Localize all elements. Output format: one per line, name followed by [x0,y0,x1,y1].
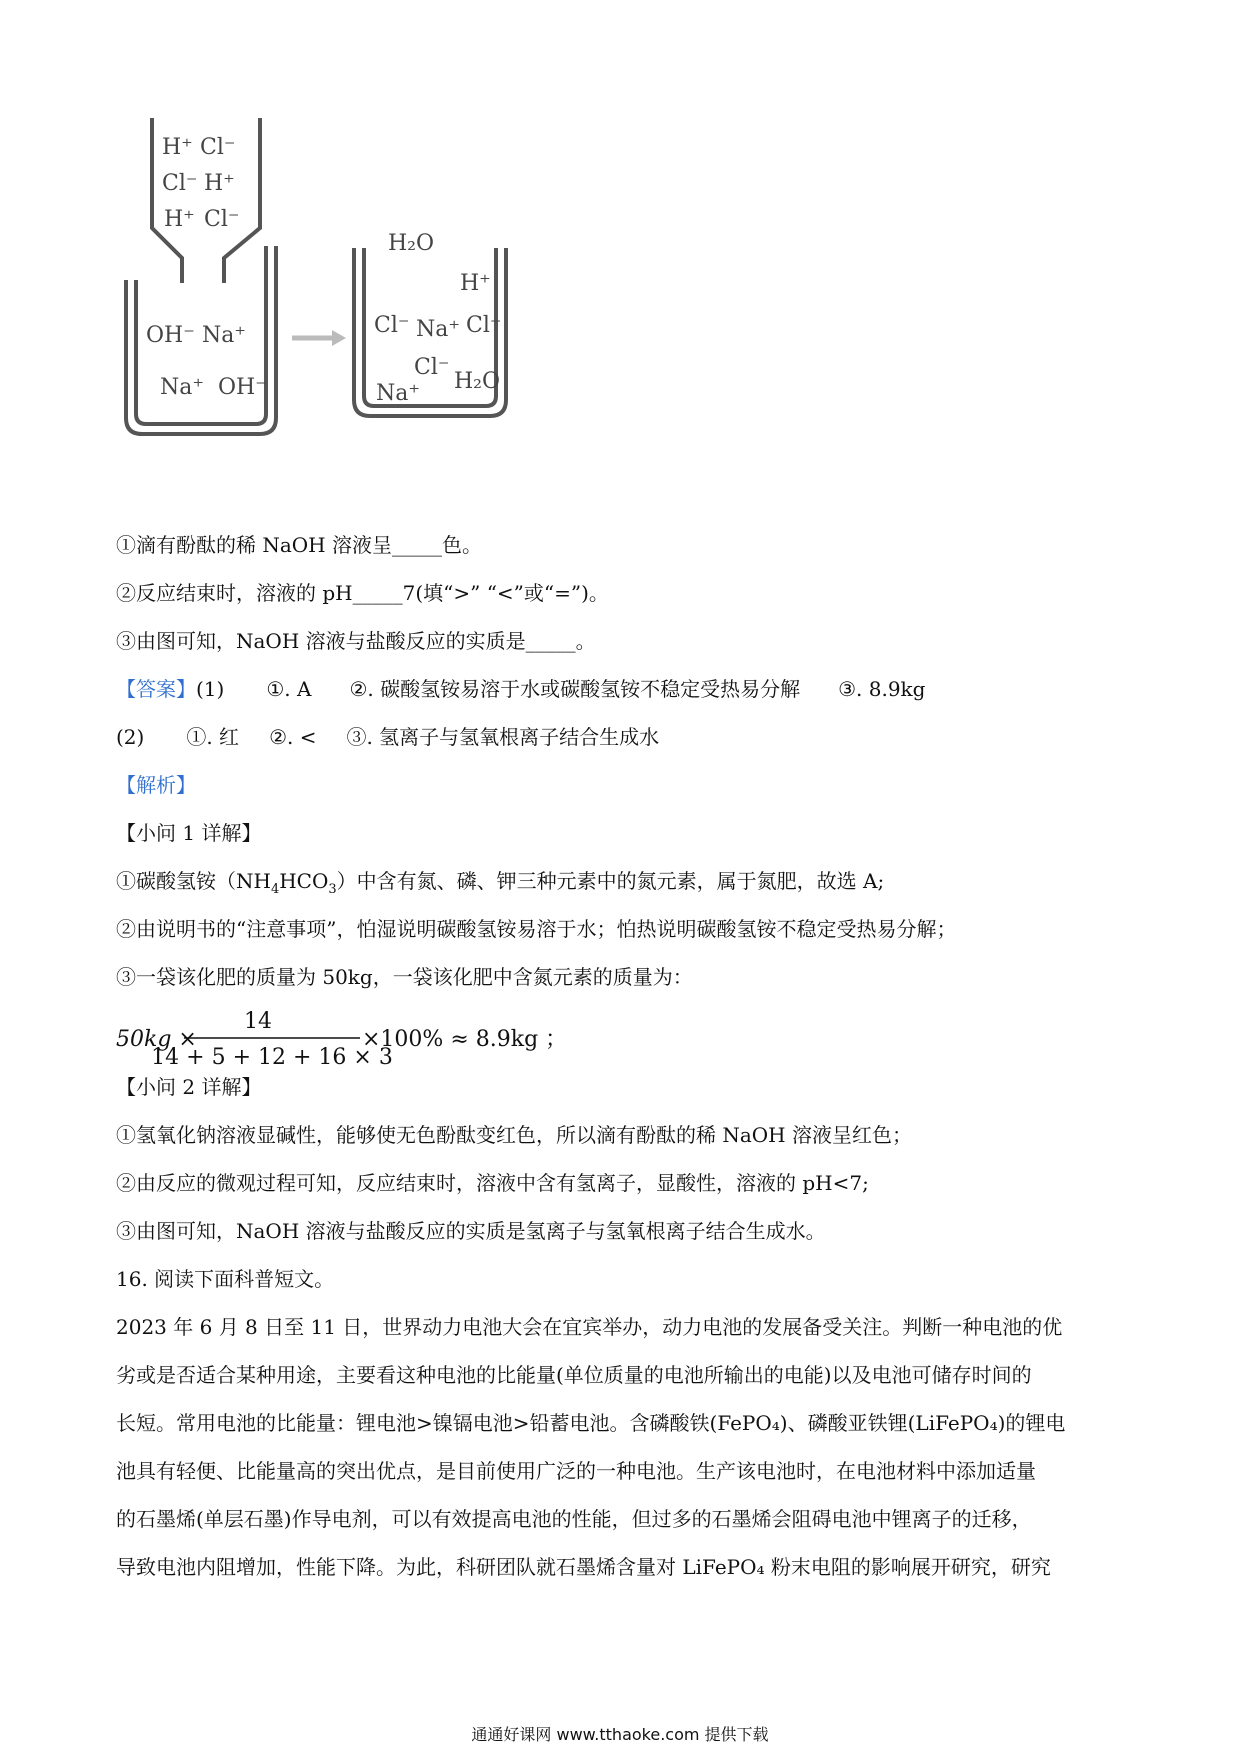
text-segment: ①碳酸氢铵（NH [116,869,271,893]
q16-para-line: 劣或是否适合某种用途，主要看这种电池的比能量(单位质量的电池所输出的电能)以及电池可储存时间的 [116,1363,1032,1387]
left-beaker-ion: OH⁻ [218,375,267,400]
formula-left: 50kg × [116,1027,197,1052]
subscript: 4 [270,882,280,897]
question-3: ③由图可知，NaOH 溶液与盐酸反应的实质是_____。 [116,629,596,653]
answer-a2: ②. 碳酸氢铵易溶于水或碳酸氢铵不稳定受热易分解 [349,677,801,701]
answer-a1: ①. A [266,677,312,701]
q16-para-line: 2023 年 6 月 8 日至 11 日，世界动力电池大会在宜宾举办，动力电池的发展备受关注。判断一种电池的优 [116,1315,1063,1339]
answer-line-1 [116,674,925,704]
dropper-ion: H⁺ [164,207,195,232]
left-beaker-ion: Na⁺ [202,323,246,348]
dropper-ion: Cl⁻ [204,207,240,232]
dropper-ion: Cl⁻ [200,135,236,160]
right-beaker-ion: H⁺ [460,271,491,296]
analysis-2-line-3: ③由图可知，NaOH 溶液与盐酸反应的实质是氢离子与氢氧根离子结合生成水。 [116,1219,826,1243]
formula-right: ×100% ≈ 8.9kg ； [362,1027,568,1052]
subscript: 3 [328,882,337,897]
dropper-ion: H⁺ [204,171,235,196]
page-footer: 通通好课网 www.tthaoke.com 提供下载 [471,1725,769,1744]
q16-title: 16. 阅读下面科普短文。 [116,1267,335,1291]
answer-a3: ③. 8.9kg [838,677,926,701]
dropper-ion: H⁺ [162,135,193,160]
analysis-2-line-2: ②由反应的微观过程可知，反应结束时，溶液中含有氢离子，显酸性，溶液的 pH<7; [116,1171,869,1195]
right-beaker-ion: Cl⁻ [466,313,502,338]
right-beaker-ion: Na⁺ [416,317,460,342]
mass-formula [116,1008,576,1068]
analysis-1-line-2: ②由说明书的“注意事项”，怕湿说明碳酸氢铵易溶于水；怕热说明碳酸氢铵不稳定受热易分解； [116,917,957,941]
right-beaker-ion: H₂O [388,231,435,256]
question-2: ②反应结束时，溶液的 pH_____7(填“>” “<”或“=”)。 [116,581,609,605]
answer-b1: ①. 红 [186,725,240,749]
analysis-1-line-3: ③一袋该化肥的质量为 50kg，一袋该化肥中含氮元素的质量为： [116,965,693,989]
answer-tag: 【答案】 [116,677,196,701]
answer-b3: ③. 氢离子与氢氧根离子结合生成水 [346,725,660,749]
arrow [292,330,346,346]
q16-para-line: 的石墨烯(单层石墨)作导电剂，可以有效提高电池的性能，但过多的石墨烯会阻碍电池中锂离子的迁移， [116,1507,1032,1531]
sub1-title: 【小问 1 详解】 [116,821,262,845]
question-1: ①滴有酚酞的稀 NaOH 溶液呈_____色。 [116,533,482,557]
analysis-2-line-1: ①氢氧化钠溶液显碱性，能够使无色酚酞变红色，所以滴有酚酞的稀 NaOH 溶液呈红色； [116,1123,912,1147]
answer-b2: ②. < [269,725,317,749]
analysis-1-line-1 [116,866,884,905]
analysis-tag: 【解析】 [116,773,196,797]
dropper-ion: Cl⁻ [162,171,198,196]
right-beaker-ion: H₂O [454,369,501,394]
text-segment: ）中含有氮、磷、钾三种元素中的氮元素，属于氮肥，故选 A; [336,869,885,893]
q16-para-line: 长短。常用电池的比能量：锂电池>镍镉电池>铅蓄电池。含磷酸铁(FePO₄)、磷酸亚铁锂(LiFePO₄)的锂电 [116,1411,1066,1435]
right-beaker-ion: Na⁺ [376,381,420,406]
left-beaker-ion: OH⁻ [146,323,195,348]
neutralization-diagram [120,118,600,498]
q16-para-line: 池具有轻便、比能量高的突出优点，是目前使用广泛的一种电池。生产该电池时，在电池材料中添加适量 [116,1459,1036,1483]
answer-part2-num: (2) [116,725,145,749]
formula-numerator: 14 [244,1009,272,1034]
sub2-title: 【小问 2 详解】 [116,1075,262,1099]
formula-denominator: 14 + 5 + 12 + 16 × 3 [151,1045,393,1068]
right-beaker-ion: Cl⁻ [374,313,410,338]
q16-para-line: 导致电池内阻增加，性能下降。为此，科研团队就石墨烯含量对 LiFePO₄ 粉末电阻的影响展开研究，研究 [116,1555,1051,1579]
answer-line-2 [116,722,659,752]
right-beaker-ion: Cl⁻ [414,355,450,380]
answer-part1-num: (1) [196,677,225,701]
left-beaker-ion: Na⁺ [160,375,204,400]
text-segment: HCO [279,869,329,893]
